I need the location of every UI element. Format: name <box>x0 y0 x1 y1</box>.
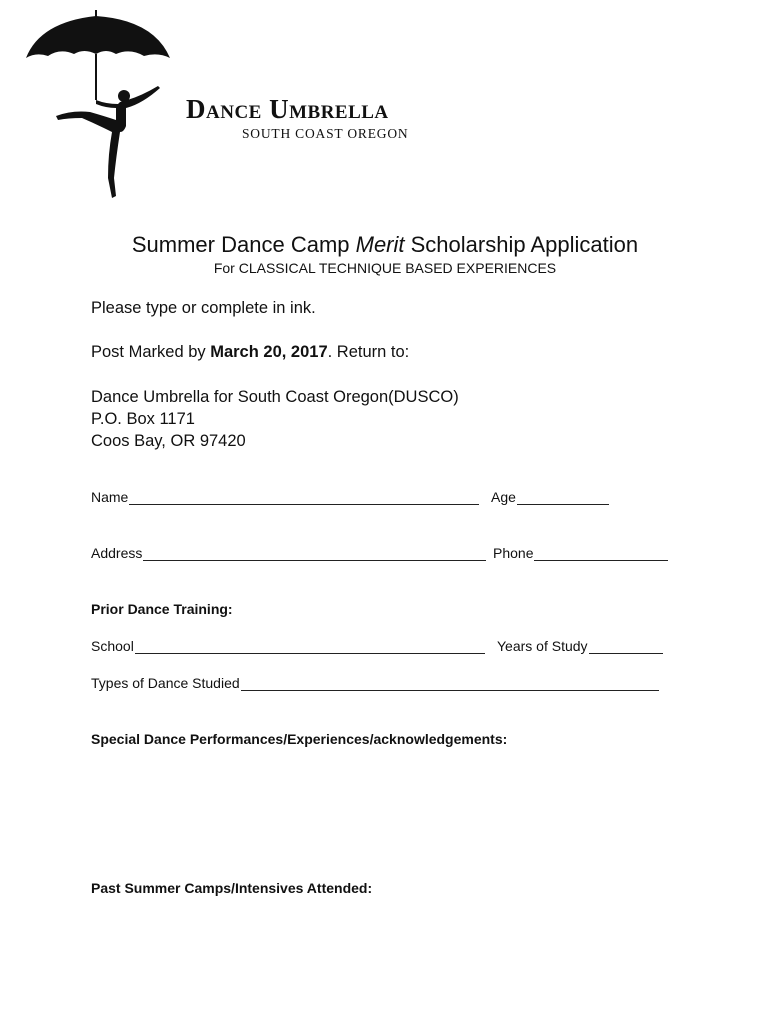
phone-label: Phone <box>493 545 534 561</box>
special-performances-heading: Special Dance Performances/Experiences/acknowledgements: <box>91 731 508 747</box>
phone-line[interactable] <box>534 548 668 561</box>
school-label: School <box>91 638 134 654</box>
postmark-prefix: Post Marked by <box>91 343 211 361</box>
types-label: Types of Dance Studied <box>91 675 240 691</box>
address-field[interactable] <box>91 545 486 561</box>
age-label: Age <box>491 489 516 505</box>
postmark-suffix: . Return to: <box>327 343 410 361</box>
years-line[interactable] <box>589 641 663 654</box>
ink-instruction: Please type or complete in ink. <box>91 299 316 317</box>
types-of-dance-field[interactable] <box>91 675 659 691</box>
name-line[interactable] <box>129 492 479 505</box>
prior-training-heading: Prior Dance Training: <box>91 601 233 617</box>
name-field[interactable] <box>91 489 479 505</box>
school-field[interactable] <box>91 638 485 654</box>
title-block <box>0 232 770 276</box>
age-field[interactable] <box>491 489 609 505</box>
brand-title: Dance Umbrella <box>186 94 389 124</box>
years-label: Years of Study <box>497 638 588 654</box>
dance-umbrella-logo <box>20 8 480 208</box>
postmark-instruction <box>91 343 409 362</box>
return-address <box>91 386 459 452</box>
address-line-2: P.O. Box 1171 <box>91 410 195 428</box>
title-part-2: Scholarship Application <box>404 232 639 257</box>
document-title <box>0 232 770 258</box>
title-italic: Merit <box>355 232 405 257</box>
past-camps-heading: Past Summer Camps/Intensives Attended: <box>91 880 373 896</box>
age-line[interactable] <box>517 492 609 505</box>
address-line[interactable] <box>143 548 486 561</box>
document-subtitle: For CLASSICAL TECHNIQUE BASED EXPERIENCES <box>213 260 557 276</box>
postmark-date: March 20, 2017 <box>210 343 328 361</box>
address-line-1: Dance Umbrella for South Coast Oregon(DUSCO) <box>91 388 459 406</box>
umbrella-ballerina-icon <box>20 8 200 208</box>
brand-subtitle: SOUTH COAST OREGON <box>242 126 409 141</box>
phone-field[interactable] <box>493 545 668 561</box>
address-label: Address <box>91 545 143 561</box>
school-line[interactable] <box>135 641 485 654</box>
years-of-study-field[interactable] <box>497 638 663 654</box>
address-line-3: Coos Bay, OR 97420 <box>91 432 246 450</box>
title-part-1: Summer Dance Camp <box>131 232 356 257</box>
types-line[interactable] <box>241 678 659 691</box>
name-label: Name <box>91 489 129 505</box>
